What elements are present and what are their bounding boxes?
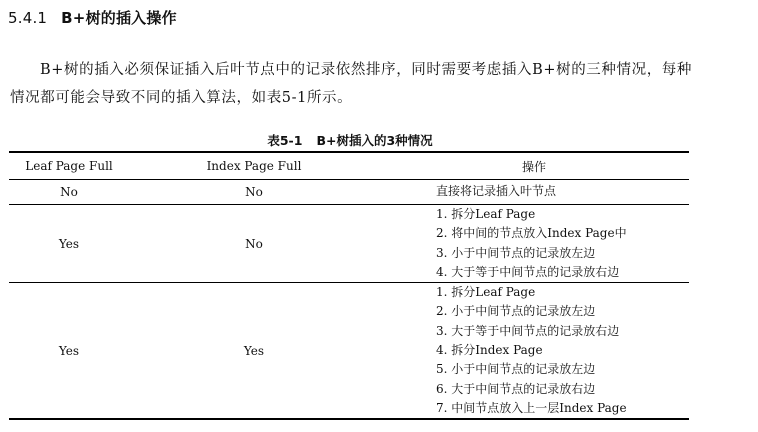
operation-step: 3. 小于中间节点的记录放左边 [436,245,596,260]
section-heading [8,7,177,28]
table-caption-number: 表5-1 [267,133,303,148]
table-row [9,283,689,420]
operation-step: 6. 大于中间节点的记录放右边 [436,381,596,396]
operation-step: 2. 将中间的节点放入Index Page中 [436,226,627,241]
operation-step: 4. 拆分Index Page [436,343,543,358]
insert-cases-table [9,151,689,420]
operation-step: 3. 大于等于中间节点的记录放右边 [436,323,620,338]
table-caption-title: B+树插入的3种情况 [316,133,433,148]
cell-operations [379,283,689,420]
table-header-row [9,152,689,180]
cell-operations [379,205,689,283]
operation-step: 2. 小于中间节点的记录放左边 [436,304,596,319]
header-operation: 操作 [379,152,689,180]
operation-step: 5. 小于中间节点的记录放左边 [436,362,596,377]
table-row [9,205,689,283]
table-row [9,180,689,205]
section-title: B+树的插入操作 [61,9,177,27]
operation-step: 4. 大于等于中间节点的记录放右边 [436,264,620,279]
header-index-page-full: Index Page Full [129,152,379,180]
cell-index-full: Yes [129,283,379,420]
operation-step: 7. 中间节点放入上一层Index Page [436,400,627,415]
operation-step: 直接将记录插入叶节点 [436,184,557,199]
operation-step: 1. 拆分Leaf Page [436,207,536,221]
section-number: 5.4.1 [8,9,48,27]
header-leaf-page-full: Leaf Page Full [9,152,129,180]
operation-step: 1. 拆分Leaf Page [436,285,536,300]
table-caption [0,131,700,149]
cell-index-full: No [129,180,379,205]
cell-leaf-full: No [9,180,129,205]
cell-leaf-full: Yes [9,205,129,283]
cell-index-full: No [129,205,379,283]
cell-operations [379,180,689,205]
body-paragraph: B+树的插入必须保证插入后叶节点中的记录依然排序，同时需要考虑插入B+树的三种情况，每种情况都可能会导致不同的插入算法，如表5-1所示。 [10,62,693,106]
cell-leaf-full: Yes [9,283,129,420]
